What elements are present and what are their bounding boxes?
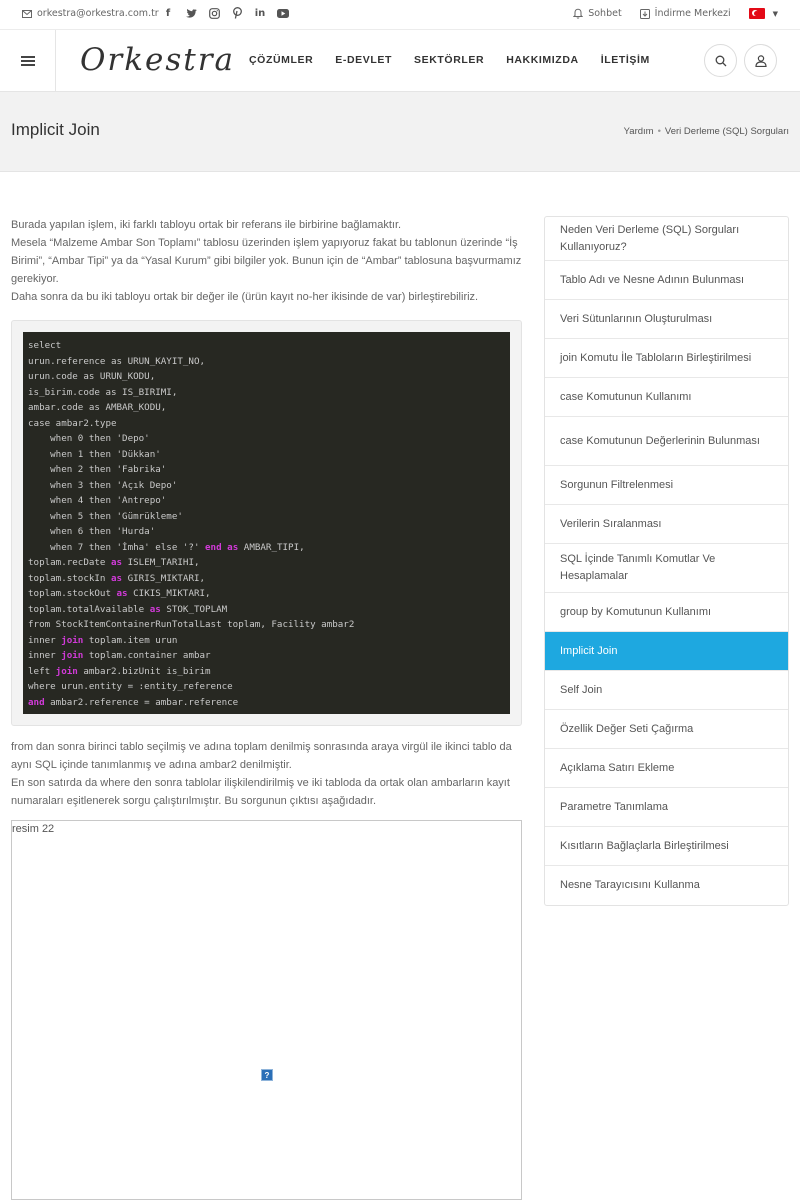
breadcrumb [624, 126, 789, 137]
intro-paragraph-1: Burada yapılan işlem, iki farklı tabloyu ortak bir referans ile birbirine bağlamaktır. [11, 219, 402, 231]
download-center-link[interactable] [640, 8, 731, 19]
page-title-band [0, 92, 800, 172]
sidebar-item[interactable] [545, 749, 788, 788]
broken-image-icon: ? [261, 1069, 273, 1081]
envelope-icon [22, 10, 32, 18]
code-text: toplam.totalAvailable [28, 603, 150, 615]
sidebar-item-label: group by Komutunun Kullanımı [560, 605, 712, 618]
page-title: Implicit Join [11, 120, 100, 139]
code-text: toplam.stockOut [28, 588, 117, 599]
language-selector[interactable] [749, 8, 778, 19]
code-text: from StockItemContainerRunTotalLast toplam, Facility ambar2 [28, 619, 355, 630]
chat-link[interactable] [573, 8, 621, 19]
code-text: when 5 then 'Gümrükleme' [28, 510, 183, 522]
sidebar-item[interactable] [545, 300, 788, 339]
help-topics-sidebar [544, 216, 789, 906]
code-line [28, 338, 505, 354]
sidebar-item[interactable] [545, 339, 788, 378]
nav-item-hakkimizda[interactable]: HAKKIMIZDA [506, 54, 579, 66]
code-keyword: as [227, 541, 239, 553]
code-text: toplam.container ambar [83, 650, 211, 661]
sidebar-item[interactable] [545, 417, 788, 466]
main-nav [249, 54, 650, 66]
code-text: left [28, 665, 56, 677]
caret-down-icon: ▼ [772, 9, 778, 18]
code-text: is_birim.code as IS_BIRIMI, [28, 386, 178, 398]
breadcrumb-item-current[interactable]: Veri Derleme (SQL) Sorguları [664, 126, 789, 137]
linkedin-icon[interactable]: in [254, 7, 266, 19]
code-keyword: as [149, 603, 161, 615]
code-line [28, 462, 505, 478]
code-line [28, 633, 505, 649]
result-image [11, 820, 522, 1200]
user-icon [755, 55, 767, 67]
explanation-text [11, 738, 522, 810]
hamburger-icon [21, 56, 35, 66]
code-line [28, 602, 505, 618]
intro-text [11, 216, 522, 306]
article-content [11, 216, 522, 1200]
code-line [28, 478, 505, 494]
code-text: when 2 then 'Fabrika' [28, 464, 167, 475]
code-line [28, 524, 505, 540]
code-line [28, 431, 505, 447]
code-keyword: and [28, 696, 45, 708]
code-line [28, 695, 505, 711]
explanation-paragraph-2: En son satırda da where den sonra tablolar ilişkilendirilmiş ve iki tabloda da ortak olan ambarların kayıt numaraları eşitlenerek sorgu çalıştırılmıştır. Bu sorgunun çıktısı aşağıdadır. [11, 777, 510, 807]
sidebar-item[interactable] [545, 827, 788, 866]
search-button[interactable] [704, 44, 737, 77]
top-bar [0, 0, 800, 30]
nav-item-cozumler[interactable]: ÇÖZÜMLER [249, 54, 314, 66]
code-text: ISLEM_TARIHI, [122, 557, 200, 568]
code-text: inner [28, 650, 62, 661]
code-text: when 4 then 'Antrepo' [28, 495, 167, 506]
code-text: when 7 then 'İmha' else '?' [28, 541, 206, 553]
sidebar-item[interactable] [545, 632, 788, 671]
sidebar-item[interactable] [545, 505, 788, 544]
email-text: orkestra@orkestra.com.tr [37, 8, 159, 19]
sidebar-item-label: Neden Veri Derleme (SQL) Sorguları Kullanıyoruz? [560, 223, 740, 253]
sidebar-item-label: Verilerin Sıralanması [560, 517, 662, 530]
code-text: inner [28, 634, 62, 646]
intro-paragraph-3: Daha sonra da bu iki tabloyu ortak bir değer ile (ürün kayıt no-her ikisinde de var) birleştirebiliriz. [11, 291, 479, 303]
code-text: toplam.stockIn [28, 572, 111, 584]
code-keyword: join [61, 650, 84, 661]
sidebar-item-label: Sorgunun Filtrelenmesi [560, 478, 674, 491]
code-text: GIRIS_MIKTARI, [122, 572, 206, 584]
code-keyword: as [110, 572, 123, 584]
sidebar-item-label: SQL İçinde Tanımlı Komutlar Ve Hesaplamalar [560, 553, 716, 582]
sidebar-item-label: case Komutunun Değerlerinin Bulunması [560, 434, 760, 447]
code-line [28, 555, 505, 571]
download-icon [640, 9, 650, 19]
code-text: when 0 then 'Depo' [28, 433, 150, 444]
sidebar-item-label: Veri Sütunlarının Oluşturulması [560, 312, 713, 325]
user-button[interactable] [744, 44, 777, 77]
code-line [28, 493, 505, 509]
sidebar-item-label: Self Join [560, 683, 603, 696]
sidebar-item-label: Açıklama Satırı Ekleme [560, 761, 675, 774]
sidebar-item-label: Nesne Tarayıcısını Kullanma [560, 879, 700, 891]
youtube-icon[interactable] [277, 7, 289, 19]
download-center-label: İndirme Merkezi [654, 8, 731, 19]
sidebar-item[interactable] [545, 217, 788, 261]
sidebar-item-label: Parametre Tanımlama [560, 800, 669, 813]
code-line [28, 679, 505, 695]
code-text: toplam.item urun [83, 634, 178, 646]
bell-icon [573, 8, 583, 19]
chat-label: Sohbet [588, 8, 622, 19]
sidebar-item[interactable] [545, 866, 788, 905]
image-alt-text: resim 22 [12, 823, 55, 835]
sidebar-item[interactable] [545, 593, 788, 632]
code-keyword: join [55, 665, 78, 677]
code-line [28, 617, 505, 633]
nav-item-iletisim[interactable]: İLETİŞİM [600, 54, 650, 66]
twitter-icon[interactable] [185, 7, 197, 19]
site-logo[interactable]: Orkestra [80, 42, 236, 78]
code-text: when 1 then 'Dükkan' [28, 448, 161, 460]
code-keyword: join [61, 634, 84, 646]
code-line [28, 447, 505, 463]
code-text: AMBAR_TIPI, [238, 541, 305, 553]
code-block [11, 320, 522, 726]
code-line [28, 586, 505, 602]
sidebar-item-label: join Komutu İle Tabloların Birleştirilmesi [560, 351, 752, 364]
nav-item-e-devlet[interactable]: E-DEVLET [335, 54, 393, 66]
sidebar-item[interactable] [545, 671, 788, 710]
code-line [28, 648, 505, 664]
sidebar-item[interactable] [545, 710, 788, 749]
code-text: case ambar2.type [28, 417, 117, 429]
intro-paragraph-2: Mesela “Malzeme Ambar Son Toplamı” tablosu üzerinden işlem yapıyoruz fakat bu tablonun üzerinde “İş Birimi”, “Ambar Tipi” ya da “Yasal Kurum” gibi bilgiler yok. Bunun için de “Ambar” tablosuna başvurmamız gerekiyor. [11, 237, 522, 285]
facebook-icon[interactable]: f [165, 7, 171, 19]
code-text: CIKIS_MIKTARI, [127, 588, 211, 599]
code-line [28, 354, 505, 370]
code-text: STOK_TOPLAM [160, 603, 228, 615]
code-text: ambar2.bizUnit is_birim [77, 665, 211, 677]
code-text: when 3 then 'Açık Depo' [28, 479, 178, 491]
sidebar-item-label: case Komutunun Kullanımı [560, 390, 692, 403]
code-line [28, 416, 505, 432]
social-links [162, 7, 289, 19]
search-icon [715, 55, 727, 67]
main-header [0, 30, 800, 92]
breadcrumb-item-yardim[interactable]: Yardım [623, 126, 654, 137]
code-line [28, 369, 505, 385]
code-keyword: as [110, 557, 123, 568]
code-line [28, 664, 505, 680]
sidebar-item[interactable] [545, 378, 788, 417]
code-line [28, 385, 505, 401]
code-keyword: end [205, 541, 222, 553]
code-line [28, 400, 505, 416]
sidebar-item-label: Implicit Join [560, 644, 618, 657]
code-line [28, 509, 505, 525]
topbar-right [573, 8, 778, 19]
code-text: urun.reference as URUN_KAYIT_NO, [28, 355, 206, 367]
sidebar-item-label: Kısıtların Bağlaçlarla Birleştirilmesi [560, 839, 729, 852]
pinterest-icon[interactable] [231, 7, 243, 19]
code-text: urun.code as URUN_KODU, [28, 371, 156, 382]
explanation-paragraph-1: from dan sonra birinci tablo seçilmiş ve adına toplam denilmiş sonrasında araya virgül ile ikinci tablo da aynı SQL içinde tanımlanmış ve adına ambar2 denilmiştir. [11, 741, 512, 771]
code-text: toplam.recDate [28, 557, 111, 568]
code-text: ambar2.reference = ambar.reference [44, 696, 239, 708]
nav-item-sektorler[interactable]: SEKTÖRLER [414, 54, 485, 66]
code-keyword: as [116, 588, 128, 599]
turkey-flag-icon [749, 8, 765, 19]
sql-code[interactable] [23, 332, 510, 714]
menu-toggle-button[interactable] [0, 30, 56, 92]
code-line [28, 571, 505, 587]
code-line [28, 540, 505, 556]
instagram-icon[interactable] [208, 7, 220, 19]
code-text: where urun.entity = :entity_reference [28, 681, 233, 692]
code-text: ambar.code as AMBAR_KODU, [28, 402, 167, 413]
sidebar-item-label: Özellik Değer Seti Çağırma [560, 722, 694, 735]
sidebar-item[interactable] [545, 788, 788, 827]
code-text: when 6 then 'Hurda' [28, 526, 156, 537]
sidebar-item[interactable] [545, 261, 788, 300]
email-link[interactable] [22, 8, 159, 19]
sidebar-item[interactable] [545, 544, 788, 593]
breadcrumb-separator: • [657, 126, 661, 137]
sidebar-item-label: Tablo Adı ve Nesne Adının Bulunması [560, 273, 745, 286]
sidebar-item[interactable] [545, 466, 788, 505]
code-text: select [28, 340, 62, 351]
